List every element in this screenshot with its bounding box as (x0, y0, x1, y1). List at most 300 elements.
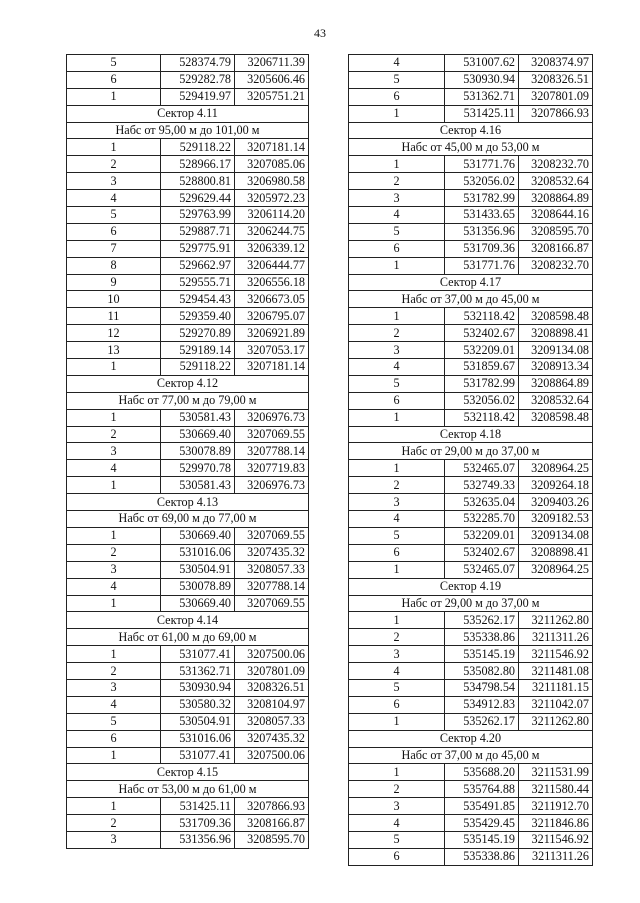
point-number-cell: 2 (349, 477, 445, 494)
coordinate-row (349, 815, 593, 832)
sector-header-row (349, 730, 593, 747)
x-coordinate-cell: 532209.01 (445, 527, 519, 544)
coordinate-row (67, 325, 309, 342)
sector-header-text: Сектор 4.13 (67, 494, 309, 511)
sector-header-text: Сектор 4.11 (67, 105, 309, 122)
y-coordinate-cell: 3207069.55 (235, 426, 309, 443)
x-coordinate-cell: 531356.96 (161, 831, 235, 848)
x-coordinate-cell: 535082.80 (445, 663, 519, 680)
coordinate-row (349, 55, 593, 72)
point-number-cell: 5 (349, 831, 445, 848)
coordinate-row (349, 375, 593, 392)
coordinate-row (349, 325, 593, 342)
x-coordinate-cell: 535429.45 (445, 815, 519, 832)
y-coordinate-cell: 3208232.70 (519, 156, 593, 173)
sector-header-text: Сектор 4.19 (349, 578, 593, 595)
point-number-cell: 6 (349, 544, 445, 561)
x-coordinate-cell: 532402.67 (445, 325, 519, 342)
sector-header-row (67, 629, 309, 646)
y-coordinate-cell: 3207788.14 (235, 578, 309, 595)
y-coordinate-cell: 3208326.51 (235, 679, 309, 696)
x-coordinate-cell: 529189.14 (161, 342, 235, 359)
point-number-cell: 5 (349, 375, 445, 392)
point-number-cell: 1 (349, 713, 445, 730)
y-coordinate-cell: 3207801.09 (519, 88, 593, 105)
y-coordinate-cell: 3208964.25 (519, 460, 593, 477)
x-coordinate-cell: 531425.11 (445, 105, 519, 122)
x-coordinate-cell: 531362.71 (161, 663, 235, 680)
y-coordinate-cell: 3211531.99 (519, 764, 593, 781)
y-coordinate-cell: 3208595.70 (235, 831, 309, 848)
y-coordinate-cell: 3209182.53 (519, 511, 593, 528)
coordinate-row (67, 696, 309, 713)
coordinate-row (67, 207, 309, 224)
x-coordinate-cell: 531016.06 (161, 544, 235, 561)
coordinate-row (349, 612, 593, 629)
coordinate-row (349, 798, 593, 815)
point-number-cell: 4 (349, 663, 445, 680)
point-number-cell: 3 (67, 831, 161, 848)
sector-header-text: Набс от 69,00 м до 77,00 м (67, 511, 309, 528)
x-coordinate-cell: 529887.71 (161, 223, 235, 240)
coordinate-row (349, 713, 593, 730)
coordinate-row (67, 460, 309, 477)
x-coordinate-cell: 531771.76 (445, 156, 519, 173)
x-coordinate-cell: 531356.96 (445, 223, 519, 240)
coordinate-row (349, 240, 593, 257)
y-coordinate-cell: 3207866.93 (235, 798, 309, 815)
x-coordinate-cell: 530669.40 (161, 426, 235, 443)
coordinate-row (67, 747, 309, 764)
sector-header-row (67, 612, 309, 629)
y-coordinate-cell: 3211546.92 (519, 831, 593, 848)
y-coordinate-cell: 3206980.58 (235, 173, 309, 190)
point-number-cell: 1 (349, 105, 445, 122)
coordinates-table-right (348, 54, 593, 866)
y-coordinate-cell: 3209403.26 (519, 494, 593, 511)
x-coordinate-cell: 534912.83 (445, 696, 519, 713)
x-coordinate-cell: 532285.70 (445, 511, 519, 528)
y-coordinate-cell: 3207719.83 (235, 460, 309, 477)
point-number-cell: 4 (349, 815, 445, 832)
point-number-cell: 6 (349, 240, 445, 257)
sector-header-row (349, 578, 593, 595)
y-coordinate-cell: 3211262.80 (519, 713, 593, 730)
coordinate-row (349, 544, 593, 561)
coordinate-row (67, 730, 309, 747)
y-coordinate-cell: 3208598.48 (519, 409, 593, 426)
point-number-cell: 5 (67, 207, 161, 224)
coordinate-row (67, 291, 309, 308)
sector-header-text: Набс от 77,00 м до 79,00 м (67, 392, 309, 409)
x-coordinate-cell: 535688.20 (445, 764, 519, 781)
point-number-cell: 6 (349, 88, 445, 105)
coordinate-row (349, 460, 593, 477)
y-coordinate-cell: 3209134.08 (519, 527, 593, 544)
y-coordinate-cell: 3208598.48 (519, 308, 593, 325)
coordinate-row (67, 173, 309, 190)
point-number-cell: 4 (349, 207, 445, 224)
point-number-cell: 1 (349, 308, 445, 325)
point-number-cell: 4 (67, 578, 161, 595)
x-coordinate-cell: 530504.91 (161, 713, 235, 730)
x-coordinate-cell: 528800.81 (161, 173, 235, 190)
x-coordinate-cell: 529282.78 (161, 71, 235, 88)
y-coordinate-cell: 3211311.26 (519, 629, 593, 646)
y-coordinate-cell: 3211580.44 (519, 781, 593, 798)
coordinate-row (349, 511, 593, 528)
x-coordinate-cell: 529454.43 (161, 291, 235, 308)
x-coordinate-cell: 529118.22 (161, 359, 235, 376)
x-coordinate-cell: 531709.36 (161, 815, 235, 832)
y-coordinate-cell: 3207181.14 (235, 359, 309, 376)
sector-header-row (67, 764, 309, 781)
coordinate-row (349, 781, 593, 798)
coordinates-table-left (66, 54, 309, 849)
coordinate-row (67, 561, 309, 578)
x-coordinate-cell: 531859.67 (445, 359, 519, 376)
coordinate-row (67, 359, 309, 376)
point-number-cell: 12 (67, 325, 161, 342)
point-number-cell: 1 (67, 747, 161, 764)
coordinate-row (67, 156, 309, 173)
y-coordinate-cell: 3207500.06 (235, 747, 309, 764)
y-coordinate-cell: 3207085.06 (235, 156, 309, 173)
coordinate-row (349, 561, 593, 578)
y-coordinate-cell: 3211042.07 (519, 696, 593, 713)
point-number-cell: 8 (67, 257, 161, 274)
x-coordinate-cell: 531362.71 (445, 88, 519, 105)
sector-header-row (67, 511, 309, 528)
coordinate-row (67, 55, 309, 72)
y-coordinate-cell: 3211481.08 (519, 663, 593, 680)
y-coordinate-cell: 3206673.05 (235, 291, 309, 308)
point-number-cell: 6 (67, 71, 161, 88)
coordinate-row (349, 173, 593, 190)
sector-header-text: Набс от 45,00 м до 53,00 м (349, 139, 593, 156)
y-coordinate-cell: 3209134.08 (519, 342, 593, 359)
coordinate-row (67, 308, 309, 325)
point-number-cell: 1 (349, 764, 445, 781)
y-coordinate-cell: 3211262.80 (519, 612, 593, 629)
coordinate-row (349, 156, 593, 173)
point-number-cell: 3 (67, 443, 161, 460)
point-number-cell: 13 (67, 342, 161, 359)
coordinate-row (349, 223, 593, 240)
x-coordinate-cell: 532209.01 (445, 342, 519, 359)
x-coordinate-cell: 532465.07 (445, 460, 519, 477)
sector-header-row (349, 291, 593, 308)
point-number-cell: 1 (67, 477, 161, 494)
point-number-cell: 1 (349, 409, 445, 426)
point-number-cell: 4 (67, 696, 161, 713)
y-coordinate-cell: 3208595.70 (519, 223, 593, 240)
point-number-cell: 1 (67, 646, 161, 663)
y-coordinate-cell: 3206339.12 (235, 240, 309, 257)
x-coordinate-cell: 530669.40 (161, 595, 235, 612)
point-number-cell: 11 (67, 308, 161, 325)
coordinate-row (67, 527, 309, 544)
y-coordinate-cell: 3207801.09 (235, 663, 309, 680)
coordinate-row (67, 71, 309, 88)
y-coordinate-cell: 3211912.70 (519, 798, 593, 815)
coordinate-row (349, 696, 593, 713)
point-number-cell: 5 (349, 679, 445, 696)
x-coordinate-cell: 531771.76 (445, 257, 519, 274)
y-coordinate-cell: 3208374.97 (519, 55, 593, 72)
point-number-cell: 3 (67, 679, 161, 696)
y-coordinate-cell: 3208166.87 (519, 240, 593, 257)
point-number-cell: 1 (67, 409, 161, 426)
x-coordinate-cell: 530580.32 (161, 696, 235, 713)
point-number-cell: 2 (349, 325, 445, 342)
coordinate-row (67, 679, 309, 696)
x-coordinate-cell: 532056.02 (445, 173, 519, 190)
y-coordinate-cell: 3206444.77 (235, 257, 309, 274)
x-coordinate-cell: 528966.17 (161, 156, 235, 173)
coordinate-row (349, 342, 593, 359)
sector-header-text: Сектор 4.18 (349, 426, 593, 443)
x-coordinate-cell: 535262.17 (445, 713, 519, 730)
point-number-cell: 2 (349, 781, 445, 798)
y-coordinate-cell: 3207500.06 (235, 646, 309, 663)
coordinate-row (349, 392, 593, 409)
coordinate-row (67, 831, 309, 848)
coordinate-row (349, 527, 593, 544)
sector-header-text: Набс от 95,00 м до 101,00 м (67, 122, 309, 139)
coordinate-row (67, 595, 309, 612)
point-number-cell: 2 (349, 629, 445, 646)
point-number-cell: 2 (67, 544, 161, 561)
coordinate-row (349, 190, 593, 207)
y-coordinate-cell: 3211181.15 (519, 679, 593, 696)
coordinate-row (67, 223, 309, 240)
coordinate-row (67, 646, 309, 663)
sector-header-row (67, 375, 309, 392)
point-number-cell: 4 (349, 55, 445, 72)
point-number-cell: 4 (67, 460, 161, 477)
x-coordinate-cell: 530930.94 (445, 71, 519, 88)
x-coordinate-cell: 529662.97 (161, 257, 235, 274)
point-number-cell: 10 (67, 291, 161, 308)
x-coordinate-cell: 531016.06 (161, 730, 235, 747)
point-number-cell: 2 (349, 173, 445, 190)
point-number-cell: 6 (349, 696, 445, 713)
point-number-cell: 4 (349, 359, 445, 376)
point-number-cell: 2 (67, 815, 161, 832)
sector-header-text: Набс от 61,00 м до 69,00 м (67, 629, 309, 646)
point-number-cell: 1 (349, 460, 445, 477)
x-coordinate-cell: 529118.22 (161, 139, 235, 156)
sector-header-text: Набс от 37,00 м до 45,00 м (349, 747, 593, 764)
x-coordinate-cell: 535145.19 (445, 646, 519, 663)
point-number-cell: 6 (67, 730, 161, 747)
coordinate-row (67, 663, 309, 680)
point-number-cell: 7 (67, 240, 161, 257)
sector-header-text: Сектор 4.20 (349, 730, 593, 747)
x-coordinate-cell: 531709.36 (445, 240, 519, 257)
x-coordinate-cell: 529970.78 (161, 460, 235, 477)
y-coordinate-cell: 3206556.18 (235, 274, 309, 291)
sector-header-row (67, 105, 309, 122)
y-coordinate-cell: 3209264.18 (519, 477, 593, 494)
x-coordinate-cell: 535145.19 (445, 831, 519, 848)
point-number-cell: 5 (349, 71, 445, 88)
sector-header-row (349, 443, 593, 460)
y-coordinate-cell: 3208104.97 (235, 696, 309, 713)
coordinate-row (349, 88, 593, 105)
coordinate-row (349, 663, 593, 680)
x-coordinate-cell: 530669.40 (161, 527, 235, 544)
y-coordinate-cell: 3206921.89 (235, 325, 309, 342)
x-coordinate-cell: 529359.40 (161, 308, 235, 325)
x-coordinate-cell: 529270.89 (161, 325, 235, 342)
x-coordinate-cell: 532056.02 (445, 392, 519, 409)
y-coordinate-cell: 3205606.46 (235, 71, 309, 88)
sector-header-text: Сектор 4.15 (67, 764, 309, 781)
coordinate-row (67, 477, 309, 494)
y-coordinate-cell: 3205972.23 (235, 190, 309, 207)
coordinate-row (349, 257, 593, 274)
y-coordinate-cell: 3207788.14 (235, 443, 309, 460)
sector-header-row (67, 392, 309, 409)
coordinate-row (67, 798, 309, 815)
point-number-cell: 3 (349, 342, 445, 359)
x-coordinate-cell: 530504.91 (161, 561, 235, 578)
y-coordinate-cell: 3208864.89 (519, 375, 593, 392)
x-coordinate-cell: 529775.91 (161, 240, 235, 257)
coordinate-row (349, 494, 593, 511)
point-number-cell: 1 (67, 359, 161, 376)
coordinate-row (349, 646, 593, 663)
sector-header-row (349, 274, 593, 291)
point-number-cell: 3 (349, 190, 445, 207)
coordinate-row (349, 308, 593, 325)
y-coordinate-cell: 3206795.07 (235, 308, 309, 325)
point-number-cell: 5 (67, 713, 161, 730)
point-number-cell: 3 (349, 646, 445, 663)
point-number-cell: 1 (67, 595, 161, 612)
coordinate-row (349, 359, 593, 376)
point-number-cell: 5 (67, 55, 161, 72)
y-coordinate-cell: 3207435.32 (235, 544, 309, 561)
y-coordinate-cell: 3208326.51 (519, 71, 593, 88)
point-number-cell: 3 (67, 561, 161, 578)
coordinate-row (67, 257, 309, 274)
x-coordinate-cell: 535764.88 (445, 781, 519, 798)
coordinate-row (67, 426, 309, 443)
sector-header-row (349, 595, 593, 612)
sector-header-row (67, 494, 309, 511)
y-coordinate-cell: 3207069.55 (235, 527, 309, 544)
x-coordinate-cell: 532118.42 (445, 308, 519, 325)
x-coordinate-cell: 531425.11 (161, 798, 235, 815)
sector-header-row (349, 139, 593, 156)
sector-header-row (67, 781, 309, 798)
y-coordinate-cell: 3207069.55 (235, 595, 309, 612)
sector-header-row (349, 122, 593, 139)
point-number-cell: 4 (67, 190, 161, 207)
point-number-cell: 2 (67, 426, 161, 443)
sector-header-text: Набс от 37,00 м до 45,00 м (349, 291, 593, 308)
coordinate-row (67, 578, 309, 595)
page-number: 43 (314, 26, 326, 40)
y-coordinate-cell: 3205751.21 (235, 88, 309, 105)
coordinate-row (67, 443, 309, 460)
point-number-cell: 1 (349, 257, 445, 274)
point-number-cell: 2 (67, 156, 161, 173)
sector-header-row (67, 122, 309, 139)
sector-header-row (349, 426, 593, 443)
y-coordinate-cell: 3206114.20 (235, 207, 309, 224)
x-coordinate-cell: 532402.67 (445, 544, 519, 561)
y-coordinate-cell: 3208644.16 (519, 207, 593, 224)
x-coordinate-cell: 530078.89 (161, 578, 235, 595)
y-coordinate-cell: 3206244.75 (235, 223, 309, 240)
point-number-cell: 3 (349, 494, 445, 511)
point-number-cell: 1 (67, 88, 161, 105)
x-coordinate-cell: 529555.71 (161, 274, 235, 291)
y-coordinate-cell: 3207866.93 (519, 105, 593, 122)
coordinate-row (67, 88, 309, 105)
y-coordinate-cell: 3211546.92 (519, 646, 593, 663)
y-coordinate-cell: 3206976.73 (235, 477, 309, 494)
x-coordinate-cell: 529629.44 (161, 190, 235, 207)
coordinate-row (67, 190, 309, 207)
x-coordinate-cell: 532465.07 (445, 561, 519, 578)
x-coordinate-cell: 530581.43 (161, 409, 235, 426)
coordinate-row (67, 139, 309, 156)
point-number-cell: 1 (349, 156, 445, 173)
point-number-cell: 5 (349, 223, 445, 240)
x-coordinate-cell: 532118.42 (445, 409, 519, 426)
point-number-cell: 5 (349, 527, 445, 544)
y-coordinate-cell: 3208864.89 (519, 190, 593, 207)
y-coordinate-cell: 3211846.86 (519, 815, 593, 832)
point-number-cell: 1 (349, 561, 445, 578)
sector-header-row (349, 747, 593, 764)
x-coordinate-cell: 529763.99 (161, 207, 235, 224)
coordinate-row (67, 342, 309, 359)
y-coordinate-cell: 3206711.39 (235, 55, 309, 72)
x-coordinate-cell: 531433.65 (445, 207, 519, 224)
sector-header-text: Сектор 4.17 (349, 274, 593, 291)
y-coordinate-cell: 3211311.26 (519, 848, 593, 865)
coordinate-row (349, 629, 593, 646)
y-coordinate-cell: 3208532.64 (519, 173, 593, 190)
point-number-cell: 1 (67, 798, 161, 815)
sector-header-text: Сектор 4.14 (67, 612, 309, 629)
coordinate-row (349, 409, 593, 426)
coordinate-row (349, 831, 593, 848)
y-coordinate-cell: 3207053.17 (235, 342, 309, 359)
y-coordinate-cell: 3208166.87 (235, 815, 309, 832)
coordinate-row (349, 207, 593, 224)
coordinate-row (349, 71, 593, 88)
sector-header-text: Набс от 53,00 м до 61,00 м (67, 781, 309, 798)
y-coordinate-cell: 3208057.33 (235, 713, 309, 730)
x-coordinate-cell: 535491.85 (445, 798, 519, 815)
x-coordinate-cell: 531007.62 (445, 55, 519, 72)
point-number-cell: 1 (67, 527, 161, 544)
y-coordinate-cell: 3207435.32 (235, 730, 309, 747)
sector-header-text: Набс от 29,00 м до 37,00 м (349, 443, 593, 460)
x-coordinate-cell: 535262.17 (445, 612, 519, 629)
point-number-cell: 4 (349, 511, 445, 528)
x-coordinate-cell: 531782.99 (445, 190, 519, 207)
x-coordinate-cell: 531782.99 (445, 375, 519, 392)
y-coordinate-cell: 3208964.25 (519, 561, 593, 578)
